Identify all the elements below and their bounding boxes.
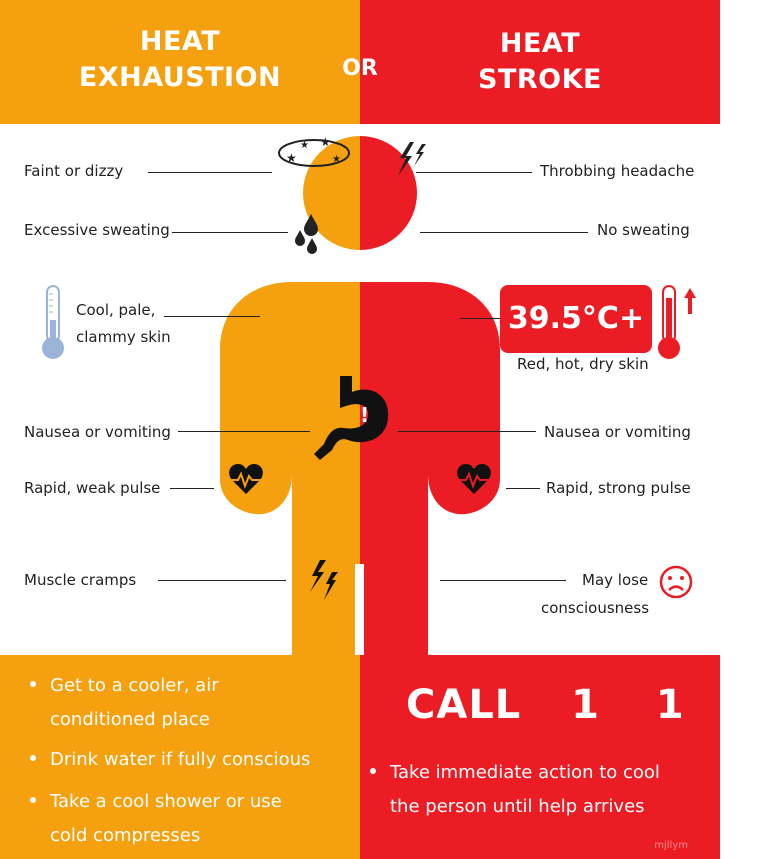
symptom-cool-pale-skin-line1: Cool, pale, bbox=[76, 301, 156, 319]
connector-line bbox=[440, 580, 566, 581]
stroke-header bbox=[360, 0, 720, 124]
tip-immediate-action: Take immediate action to cool the person until help arrives bbox=[370, 756, 660, 824]
leg-gap bbox=[355, 564, 364, 655]
stomach-icon bbox=[312, 374, 392, 464]
svg-text:★: ★ bbox=[332, 154, 341, 165]
watermark: mjllym bbox=[654, 840, 688, 851]
connector-line bbox=[164, 316, 260, 317]
dizzy-stars-icon bbox=[276, 132, 352, 174]
exhaustion-header bbox=[0, 0, 360, 124]
call-digit: 1 bbox=[571, 682, 601, 728]
svg-text:★: ★ bbox=[286, 151, 297, 165]
or-label: OR bbox=[342, 56, 378, 81]
connector-line bbox=[506, 488, 540, 489]
svg-text:!: ! bbox=[360, 403, 370, 427]
symptom-faint-dizzy: Faint or dizzy bbox=[24, 162, 124, 180]
thermometer-cool-icon bbox=[38, 284, 68, 362]
sweat-drops-icon bbox=[293, 212, 323, 254]
exhaustion-title: HEAT EXHAUSTION bbox=[78, 26, 282, 93]
connector-line bbox=[398, 431, 536, 432]
symptom-nausea-left: Nausea or vomiting bbox=[24, 423, 171, 441]
connector-line bbox=[170, 488, 214, 489]
call-digit: 1 bbox=[655, 682, 685, 728]
connector-line bbox=[158, 580, 286, 581]
tip-cool-shower: Take a cool shower or use cold compresses bbox=[30, 785, 282, 853]
bullet-icon bbox=[370, 768, 376, 774]
tip-drink-water: Drink water if fully conscious bbox=[30, 743, 310, 777]
connector-line bbox=[172, 232, 288, 233]
stroke-title: HEAT STROKE bbox=[478, 28, 602, 95]
symptom-no-sweating: No sweating bbox=[597, 221, 690, 239]
bullet-icon bbox=[30, 797, 36, 803]
symptom-lose-consciousness-line1: May lose bbox=[582, 571, 649, 589]
heart-pulse-icon-right bbox=[456, 462, 492, 496]
cramp-lightning-icon bbox=[308, 558, 340, 604]
temperature-badge: 39.5°C+ bbox=[500, 285, 652, 353]
bullet-icon bbox=[30, 755, 36, 761]
symptom-excessive-sweating: Excessive sweating bbox=[24, 221, 170, 239]
svg-text:★: ★ bbox=[300, 140, 309, 151]
symptom-cool-pale-skin-line2: clammy skin bbox=[76, 328, 171, 346]
symptom-red-hot-dry-skin: Red, hot, dry skin bbox=[517, 355, 649, 373]
thermometer-hot-icon bbox=[654, 284, 700, 362]
symptom-muscle-cramps: Muscle cramps bbox=[24, 571, 137, 589]
call-emergency-heading: CALL 1 1 2 bbox=[406, 682, 769, 728]
symptom-lose-consciousness-line2: consciousness bbox=[541, 599, 650, 617]
lightning-headache-icon bbox=[392, 140, 428, 180]
exhaustion-tips-panel bbox=[0, 655, 360, 859]
symptom-weak-pulse: Rapid, weak pulse bbox=[24, 479, 161, 497]
heart-pulse-icon-left bbox=[228, 462, 264, 496]
connector-line bbox=[178, 431, 310, 432]
connector-line bbox=[416, 172, 532, 173]
connector-line bbox=[460, 318, 500, 319]
connector-line bbox=[148, 172, 272, 173]
svg-text:★: ★ bbox=[320, 135, 331, 149]
symptom-nausea-right: Nausea or vomiting bbox=[544, 423, 691, 441]
connector-line bbox=[420, 232, 588, 233]
sad-face-icon bbox=[658, 564, 694, 600]
symptom-strong-pulse: Rapid, strong pulse bbox=[546, 479, 691, 497]
symptom-throbbing-headache: Throbbing headache bbox=[540, 162, 695, 180]
call-digit: 2 bbox=[740, 682, 769, 728]
tip-cooler-place: Get to a cooler, air conditioned place bbox=[30, 669, 219, 737]
bullet-icon bbox=[30, 681, 36, 687]
